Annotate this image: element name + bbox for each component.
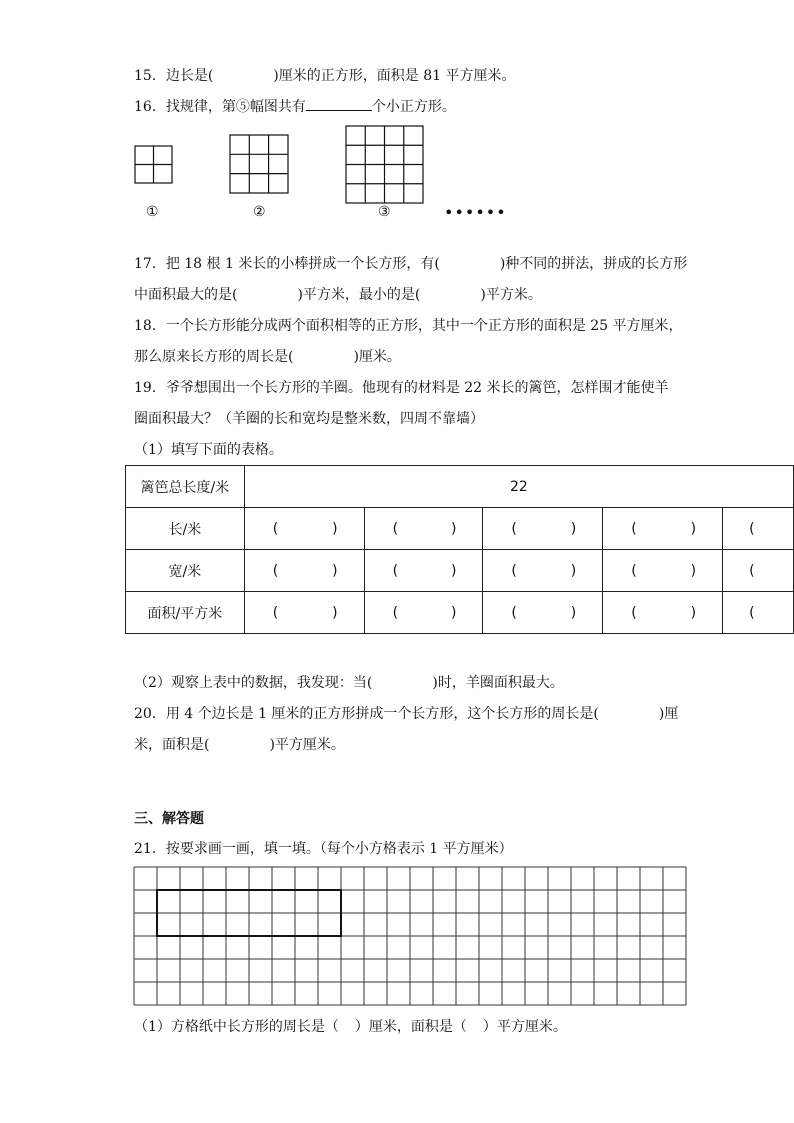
question-20-line-1 [134,704,678,724]
q17-line1-prefix: 17．把 18 根 1 米长的小棒拼成一个长方形，有( [134,256,440,272]
question-19-sub-1: （1）填写下面的表格。 [134,442,283,458]
header-value: 22 [244,466,793,508]
answer-cell[interactable]: ( [723,508,794,550]
question-16 [134,97,456,117]
answer-cell[interactable]: ( [723,550,794,592]
answer-cell[interactable]: ( ) [244,508,364,550]
question-20-line-2 [134,735,345,755]
pattern-figure-3 [345,125,425,205]
answer-cell[interactable]: ( ) [603,550,723,592]
q15-suffix: )厘米的正方形，面积是 81 平方厘米。 [273,68,516,84]
row-label-width: 宽/米 [126,550,245,592]
figure-3-label: ③ [378,204,391,220]
q21-sub1-b: ）厘米，面积是（ [354,1019,467,1035]
question-19-line-1: 19．爷爷想围出一个长方形的羊圈。他现有的材料是 22 米长的篱笆，怎样围才能使羊 [134,380,669,396]
figure-1-label: ① [146,204,159,220]
q18-line2-suffix: )厘米。 [353,349,401,365]
answer-cell[interactable]: ( ) [483,550,603,592]
q15-prefix: 15．边长是( [134,68,214,84]
answer-cell[interactable]: ( ) [483,508,603,550]
q16-answer-blank[interactable] [306,98,372,111]
answer-cell[interactable]: ( ) [364,550,483,592]
answer-cell[interactable]: ( ) [244,592,364,634]
question-21-sub-1 [134,1017,567,1037]
question-18-line-2 [134,347,401,367]
q20-line1-prefix: 20．用 4 个边长是 1 厘米的正方形拼成一个长方形，这个长方形的周长是( [134,706,599,722]
q19-sub2-suffix: )时，羊圈面积最大。 [432,675,564,691]
ellipsis: •••••• [444,203,507,222]
answer-cell[interactable]: ( ) [603,592,723,634]
header-label: 篱笆总长度/米 [126,466,245,508]
question-18-line-1: 18．一个长方形能分成两个面积相等的正方形，其中一个正方形的面积是 25 平方厘米， [134,318,683,334]
q18-line2-prefix: 那么原来长方形的周长是( [134,349,294,365]
table-row-area [126,592,794,634]
q20-line2-prefix: 米，面积是( [134,737,210,753]
q17-line2-c: )平方米。 [480,287,542,303]
graph-paper-grid [133,866,689,1008]
q21-sub1-a: （1）方格纸中长方形的周长是（ [134,1019,339,1035]
q17-line1-suffix: )种不同的拼法，拼成的长方形 [499,256,688,272]
question-17-line-2 [134,285,542,305]
q17-line2-a: 中面积最大的是( [134,287,238,303]
q17-line2-b: )平方米，最小的是( [297,287,421,303]
q16-suffix: 个小正方形。 [371,99,456,115]
q19-sub2-prefix: （2）观察上表中的数据，我发现：当( [134,675,373,691]
question-17-line-1 [134,254,687,274]
answer-cell[interactable]: ( ) [244,550,364,592]
section-title: 三、解答题 [134,811,204,827]
answer-cell[interactable]: ( ) [364,508,483,550]
row-label-area: 面积/平方米 [126,592,245,634]
question-15 [134,66,515,86]
q21-sub1-c: ）平方厘米。 [482,1019,567,1035]
answer-cell[interactable]: ( ) [603,508,723,550]
table-row-width [126,550,794,592]
q16-prefix: 16．找规律，第⑤幅图共有 [134,99,306,115]
figure-2-label: ② [253,204,266,220]
q20-line1-suffix: )厘 [658,706,679,722]
answer-cell[interactable]: ( [723,592,794,634]
row-label-length: 长/米 [126,508,245,550]
fence-table [125,465,794,634]
question-19-line-2: 圈面积最大？（羊圈的长和宽均是整米数，四周不靠墙） [134,411,484,427]
pattern-figure-1 [134,145,174,185]
question-21-intro: 21．按要求画一画，填一填。（每个小方格表示 1 平方厘米） [134,841,513,857]
pattern-figure-2 [229,134,291,196]
q20-line2-suffix: )平方厘米。 [269,737,345,753]
answer-cell[interactable]: ( ) [364,592,483,634]
table-header-row [126,466,794,508]
answer-cell[interactable]: ( ) [483,592,603,634]
table-row-length [126,508,794,550]
question-19-sub-2 [134,673,564,693]
